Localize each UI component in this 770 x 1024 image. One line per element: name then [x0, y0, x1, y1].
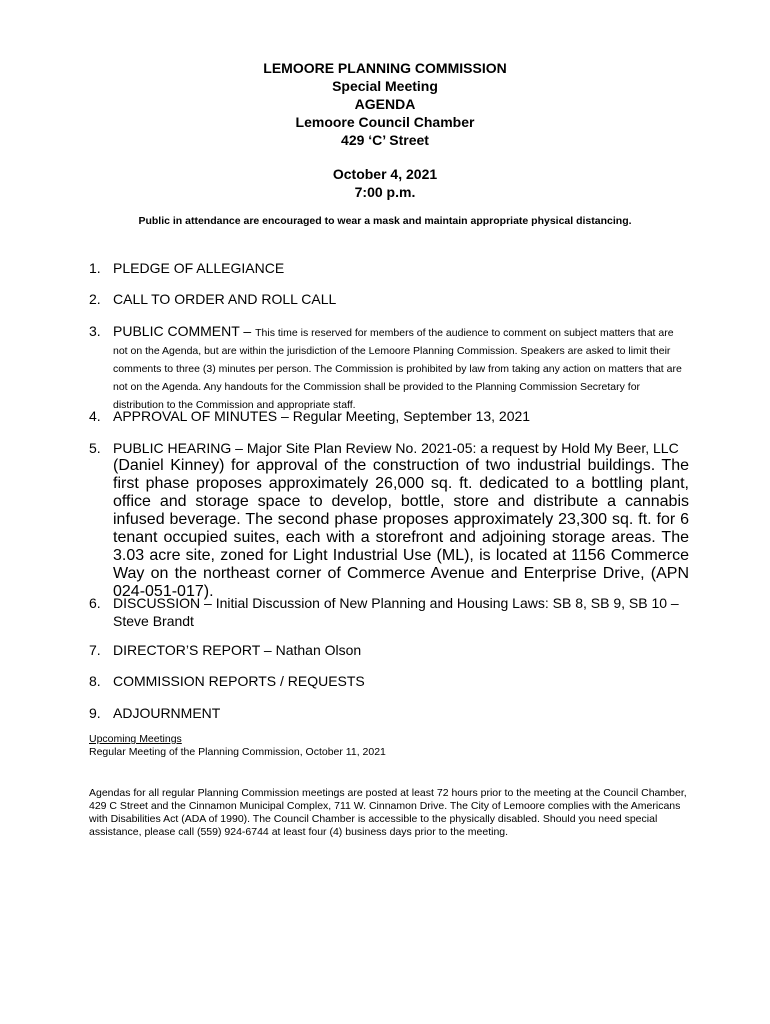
- meeting-time: 7:00 p.m.: [354, 184, 416, 200]
- item-number: 9.: [89, 705, 101, 721]
- agenda-item-2: [89, 290, 689, 308]
- upcoming-line: Regular Meeting of the Planning Commission, October 11, 2021: [89, 746, 386, 758]
- item-number: 6.: [89, 595, 101, 611]
- item-text: ADJOURNMENT: [113, 705, 221, 721]
- item-body: [113, 439, 689, 601]
- agenda-header: [0, 59, 770, 201]
- item-text: DIRECTOR’S REPORT – Nathan Olson: [113, 642, 362, 658]
- item-detail: (Daniel Kinney) for approval of the construction of two industrial buildings. The first phase proposes approximately 26,000 sq. ft. dedicated to a bottling plant, office and storage space to develop, bottle, store and distribute a cannabis infused beverage. The second phase proposes approximately 23,300 sq. ft. for 6 tenant occupied suites, each with a storefront and adjoining storage areas. The 3.03 acre site, zoned for Light Industrial Use (ML), is located at 1156 Commerce Way on the northeast corner of Commerce Avenue and Enterprise Drive, (APN 024-051-017).: [113, 457, 689, 600]
- meeting-location: Lemoore Council Chamber: [295, 114, 475, 130]
- agenda-item-5: [89, 439, 689, 601]
- item-number: 8.: [89, 673, 101, 689]
- item-number: 3.: [89, 323, 101, 339]
- item-body: [113, 322, 689, 412]
- item-number: 2.: [89, 291, 101, 307]
- meeting-type: Special Meeting: [332, 78, 438, 94]
- item-title: PUBLIC COMMENT –: [113, 323, 256, 339]
- commission-title: LEMOORE PLANNING COMMISSION: [263, 60, 507, 76]
- item-number: 5.: [89, 440, 101, 456]
- agenda-item-9: [89, 704, 689, 722]
- agenda-title: AGENDA: [354, 96, 416, 112]
- item-text: APPROVAL OF MINUTES – Regular Meeting, September 13, 2021: [113, 408, 531, 424]
- upcoming-heading: Upcoming Meetings: [89, 733, 182, 745]
- mask-notice: Public in attendance are encouraged to wear a mask and maintain appropriate physical distancing.: [138, 215, 632, 227]
- agenda-item-4: [89, 407, 689, 425]
- item-text: PLEDGE OF ALLEGIANCE: [113, 260, 285, 276]
- item-number: 4.: [89, 408, 101, 424]
- agenda-item-7: [89, 641, 689, 659]
- item-text: COMMISSION REPORTS / REQUESTS: [113, 673, 365, 689]
- posting-notice: Agendas for all regular Planning Commission meetings are posted at least 72 hours prior to the meeting at the Council Chamber, 429 C Street and the Cinnamon Municipal Complex, 711 W. Cinnamon Drive. The City of Lemoore complies with the Americans with Disabilities Act (ADA of 1990). The Council Chamber is accessible to the physically disabled. Should you need special assistance, please call (559) 924-6744 at least four (4) business days prior to the meeting.: [89, 787, 687, 838]
- item-number: 7.: [89, 642, 101, 658]
- meeting-date: October 4, 2021: [332, 166, 438, 182]
- upcoming-meetings: [89, 733, 386, 759]
- item-text: DISCUSSION – Initial Discussion of New Planning and Housing Laws: SB 8, SB 9, SB 10 – Steve Brandt: [113, 595, 679, 629]
- agenda-item-6: [89, 594, 689, 630]
- item-detail: This time is reserved for members of the audience to comment on subject matters that are not on the Agenda, but are within the jurisdiction of the Lemoore Planning Commission. Speakers are asked to limit their comments to three (3) minutes per person. The Commission is prohibited by law from taking any action on matters that are not on the Agenda. Any handouts for the Commission shall be provided to the Planning Commission Secretary for distribution to the Commission and appropriate staff.: [113, 327, 682, 411]
- item-text: CALL TO ORDER AND ROLL CALL: [113, 291, 337, 307]
- item-title: PUBLIC HEARING – Major Site Plan Review No. 2021-05: a request by Hold My Beer, LLC: [113, 440, 679, 456]
- agenda-item-8: [89, 672, 689, 690]
- item-number: 1.: [89, 260, 101, 276]
- agenda-item-3: [89, 322, 689, 412]
- agenda-item-1: [89, 259, 689, 277]
- meeting-address: 429 ‘C’ Street: [341, 132, 429, 148]
- header-spacer: [0, 149, 770, 165]
